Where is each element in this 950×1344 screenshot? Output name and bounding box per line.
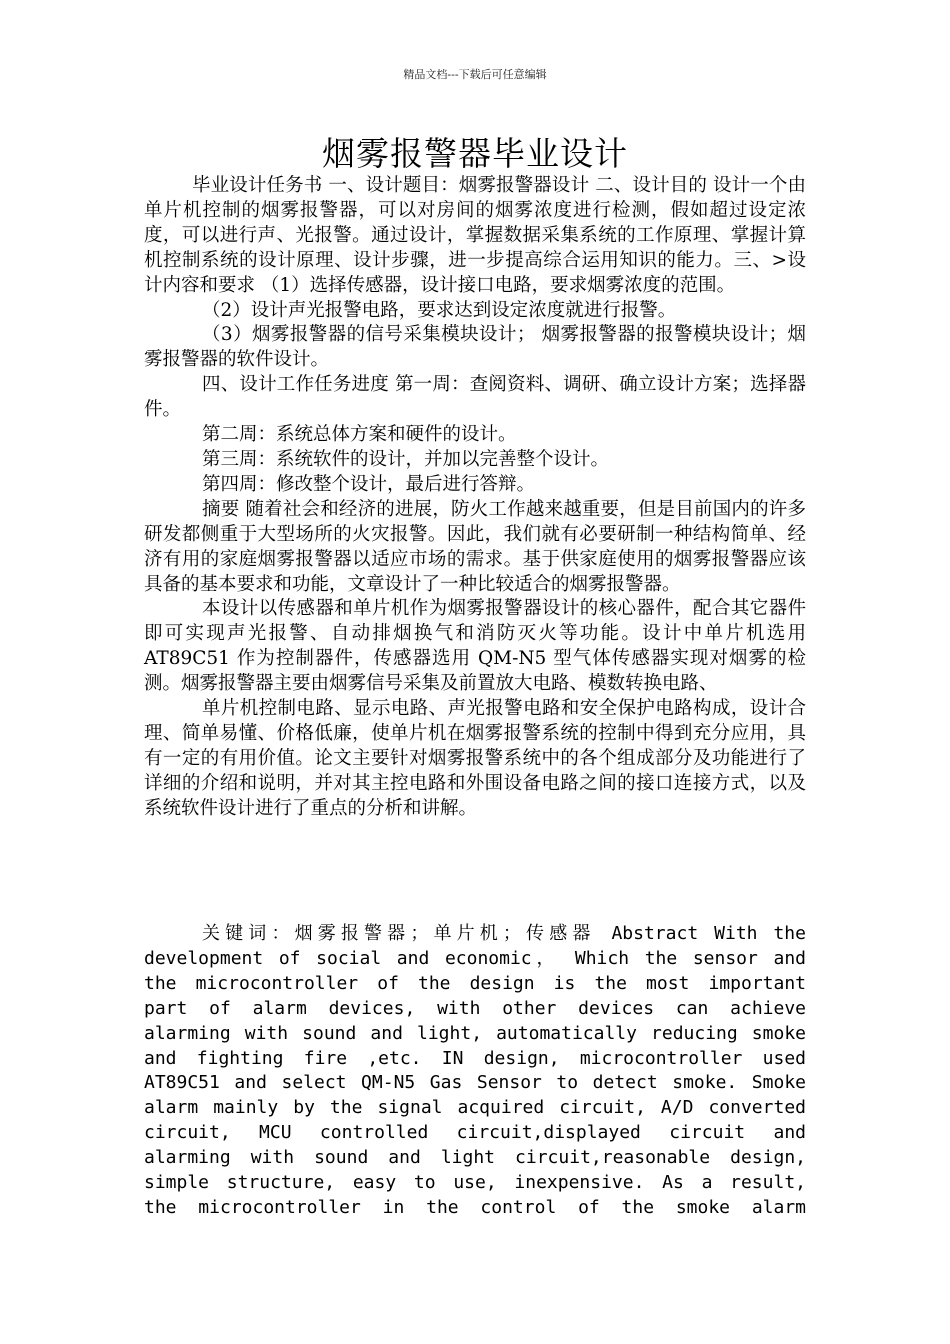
abstract-line: alarming with sound and light, automatically reducing smoke: [144, 1022, 806, 1044]
abstract-line: alarm mainly by the signal acquired circuit, A/D converted: [144, 1097, 806, 1119]
paragraph-design-cont: 单片机控制电路、显示电路、声光报警电路和安全保护电路构成，设计合理、简单易懂、价格低廉，使单片机在烟雾报警系统的控制中得到充分应用，具有一定的有用价值。论文主要针对烟雾报警系统中的各个组成部分及功能进行了详细的介绍和说明，并对其主控电路和外围设备电路之间的接口连接方式，以及系统软件设计进行了重点的分析和讲解。: [144, 698, 806, 819]
paragraph-week-4: 第四周：修改整个设计，最后进行答辩。: [202, 473, 536, 495]
keywords-line: 关键词：烟雾报警器；单片机；传感器 Abstract With the: [202, 923, 806, 944]
paragraph-requirement-3: （3）烟雾报警器的信号采集模块设计； 烟雾报警器的报警模块设计；烟雾报警器的软件设计。: [144, 324, 806, 371]
paragraph-requirement-2: （2）设计声光报警电路，要求达到设定浓度就进行报警。: [202, 299, 677, 321]
abstract-line: alarming with sound and light circuit,reasonable design,: [144, 1147, 806, 1169]
paragraph-week-2: 第二周：系统总体方案和硬件的设计。: [202, 424, 517, 446]
paragraph-task: 毕业设计任务书 一、设计题目：烟雾报警器设计 二、设计目的 设计一个由单片机控制的烟雾报警器，可以对房间的烟雾浓度进行检测，假如超过设定浓度，可以进行声、光报警。通过设计，掌握数据采集系统的工作原理、掌握计算机控制系统的设计原理、设计步骤，进一步提高综合运用知识的能力。三、>设计内容和要求 （1）选择传感器，设计接口电路，要求烟雾浓度的范围。: [144, 175, 806, 296]
paragraph-schedule: 四、设计工作任务进度 第一周：查阅资料、调研、确立设计方案；选择器件。: [144, 374, 806, 421]
page-header: 精品文档---下载后可任意编辑: [403, 68, 547, 81]
paragraph-design: 本设计以传感器和单片机作为烟雾报警器设计的核心器件，配合其它器件即可实现声光报警、自动排烟换气和消防灭火等功能。设计中单片机选用 AT89C51 作为控制器件，传感器选用 QM-N5 型气体传感器实现对烟雾的检测。烟雾报警器主要由烟雾信号采集及前置放大电路、模数转换电路、: [144, 598, 806, 695]
abstract-line: AT89C51 and select QM-N5 Gas Sensor to detect smoke. Smoke: [144, 1072, 806, 1094]
abstract-line: part of alarm devices, with other devices can achieve: [144, 997, 806, 1019]
english-abstract: [144, 922, 806, 1221]
paragraph-week-3: 第三周：系统软件的设计，并加以完善整个设计。: [202, 448, 610, 470]
abstract-line: and fighting fire ,etc. IN design, microcontroller used: [144, 1047, 806, 1069]
abstract-line: the microcontroller of the design is the most important: [144, 972, 806, 994]
abstract-line: circuit, MCU controlled circuit,displayed circuit and: [144, 1122, 806, 1144]
abstract-line: development of social and economic， Which the sensor and: [144, 947, 806, 969]
document-title: 烟雾报警器毕业设计: [322, 134, 628, 173]
abstract-line: the microcontroller in the control of the smoke alarm: [144, 1196, 806, 1218]
paragraph-abstract-cn: 摘要 随着社会和经济的进展，防火工作越来越重要，但是目前国内的许多研发都侧重于大型场所的火灾报警。因此，我们就有必要研制一种结构简单、经济有用的家庭烟雾报警器以适应市场的需求。基于供家庭使用的烟雾报警器应该具备的基本要求和功能，文章设计了一种比较适合的烟雾报警器。: [144, 498, 806, 595]
document-body: [144, 174, 806, 822]
abstract-line: simple structure, easy to use, inexpensive. As a result,: [144, 1172, 806, 1194]
